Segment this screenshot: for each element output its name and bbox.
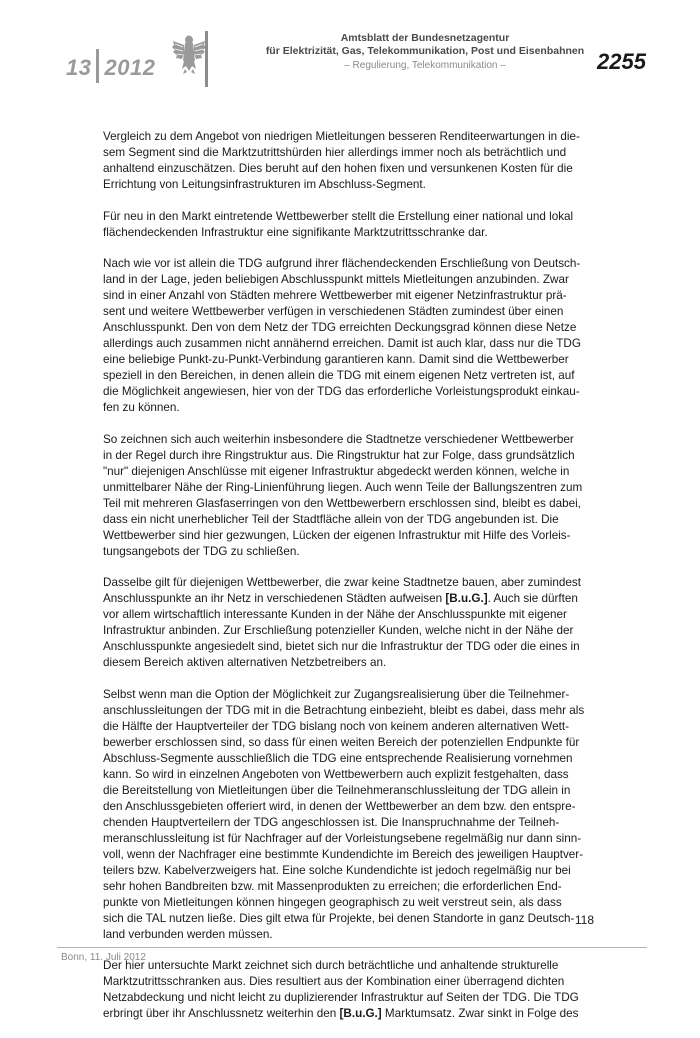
publication-title (215, 32, 635, 58)
issue-number: 13 (66, 55, 92, 80)
paragraph: Selbst wenn man die Option der Möglichkeit zur Zugangsrealisierung über die Teilnehmer- anschlussleitungen der TDG mit in die Betrachtung einbezieht, bleibt es dabei, dass mehr als die Hälfte der Hauptverteiler der TDG bislang noch von keinem anderen alternativen Wett- bewerber erschlossen sind, so dass für einen weiten Bereich der potenziellen Endpunkte für Abschluss-Segmente ausschließlich die TDG eine entsprechende Realisierung vornehmen kann. So wird in einzelnen Angeboten von Wettbewerbern auch explizit festgehalten, dass die Bereitstellung von Mietleitungen über die Teilnehmeranschlussleitung der TDG allein in den Anschlussgebieten offeriert wird, in denen der Wettbewerber an dem bzw. den entspre- chenden Hauptverteilern der TDG angeschlossen ist. Die Inanspruchnahme der Teilneh- meranschlussleitung ist für Nachfrager auf der Vorleistungsebene regelmäßig nur dann sinn- voll, wenn der Nachfrager eine bestimmte Kundendichte im Bereich des jeweiligen Hauptver- teilers bzw. Kabelverzweigers hat. Eine solche Kundendichte ist jedoch regelmäßig nur bei sehr hohen Bandbreiten bzw. mit Massenprodukten zu erreichen; die erforderlichen End- punkte von Mietleitungen können hingegen geographisch zu weit verstreut sein, als dass sich die TAL nutzen ließe. Dies gilt etwa für Projekte, bei denen Standorte in ganz Deutsch- land verbunden werden müssen. (103, 687, 585, 941)
paragraph: Für neu in den Markt eintretende Wettbewerber stellt die Erstellung einer national und lokal flächendeckenden Infrastruktur eine signifikante Marktzutrittsschranke dar. (103, 209, 574, 239)
federal-eagle-icon (171, 33, 207, 75)
issue-label (66, 49, 155, 83)
footer-divider (57, 947, 647, 948)
redaction-marker: [B.u.G.] (445, 592, 488, 605)
publication-subtitle: – Regulierung, Telekommunikation – (344, 60, 506, 71)
redaction-marker: [B.u.G.] (339, 1007, 382, 1020)
issue-separator (96, 49, 99, 83)
paragraph: Der hier untersuchte Markt zeichnet sich durch beträchtliche und anhaltende strukturelle Marktzutrittsschranken aus. Dies resultiert aus der Kombination einer überragend dichten Netzabdeckung und nicht leicht zu duplizierender Infrastruktur auf Seiten der TDG. Die TDG erbringt über ihr Anschlussnetz weiterhin den [B.u.G.] Marktumsatz. Zwar sinkt in Folge des (103, 959, 579, 1020)
header-divider (205, 31, 208, 87)
paragraph: Dasselbe gilt für diejenigen Wettbewerber, die zwar keine Stadtnetze bauen, aber zumindest Anschlusspunkte an ihr Netz in verschiedenen Städten aufweisen [B.u.G.]. Auch sie dürften vor allem wirtschaftlich interessante Kunden in der Nähe der Anschlusspunkte mit eigener Infrastruktur anbinden. Zur Erschließung potenzieller Kunden, welche nicht in der Nähe der Anschlusspunkte angesiedelt sind, bietet sich nur die Infrastruktur der TDG oder die eines in diesem Bereich aktiven alternativen Netzbetreibers an. (103, 576, 581, 669)
footer-date: Bonn, 11. Juli 2012 (61, 952, 146, 963)
publication-title-line1: Amtsblatt der Bundesnetzagentur (340, 32, 510, 44)
publication-title-line2: für Elektrizität, Gas, Telekommunikation, Post und Eisenbahnen (265, 45, 585, 57)
paragraph: So zeichnen sich auch weiterhin insbesondere die Stadtnetze verschiedener Wettbewerber in der Regel durch ihre Ringstruktur aus. Die Ringstruktur hat zur Folge, dass grundsätzlich "nur" diejenigen Anschlüsse mit eigener Infrastruktur abgedeckt werden können, welche in unmittelbarer Nähe der Ring-Linienführung liegen. Auch wenn Teile der Ballungszentren zum Teil mit mehreren Glasfaserringen von den Wettbewerbern erschlossen sind, bleibt es dabei, dass ein nicht unerheblicher Teil der Stadtfläche allein von der TDG angebunden ist. Die Wettbewerber sind hier gezwungen, Lücken der eigenen Infrastruktur mit Hilfe des Vorleis- tungsangebots der TDG zu schließen. (103, 432, 583, 558)
body-text (103, 129, 600, 1038)
issue-year: 2012 (104, 55, 156, 80)
page-number: 2255 (597, 49, 646, 74)
document-page-number: 118 (574, 913, 594, 927)
paragraph: Nach wie vor ist allein die TDG aufgrund ihrer flächendeckenden Erschließung von Deutsch- land in der Lage, jeden beliebigen Abschlusspunkt mittels Mietleitungen anzubinden. Zwar sind in einer Anzahl von Städten mehrere Wettbewerber mit eigener Netzinfrastruktur prä- sent und weitere Wettbewerber verfügen in verschiedenen Städten zumindest über einen Anschlusspunkt. Den von dem Netz der TDG erreichten Deckungsgrad können diese Netze allerdings auch zusammen nicht annähernd erreichen. Damit ist auch klar, dass nur die TDG eine beliebige Punkt-zu-Punkt-Verbindung garantieren kann. Damit sind die Wettbewerber speziell in den Bereichen, in denen allein die TDG mit einem eigenen Netz vertreten ist, auf die Möglichkeit angewiesen, hier von der TDG das erforderliche Vorleistungsprodukt einkau- fen zu können. (103, 257, 581, 414)
paragraph: Vergleich zu dem Angebot von niedrigen Mietleitungen besseren Renditeerwartungen in die- sem Segment sind die Marktzutrittshürden hier allerdings immer noch als beträchtlich und anhaltend einzuschätzen. Dies beruht auf den hohen fixen und versunkenen Kosten für die Errichtung von Leitungsinfrastrukturen im Abschluss-Segment. (103, 130, 580, 191)
